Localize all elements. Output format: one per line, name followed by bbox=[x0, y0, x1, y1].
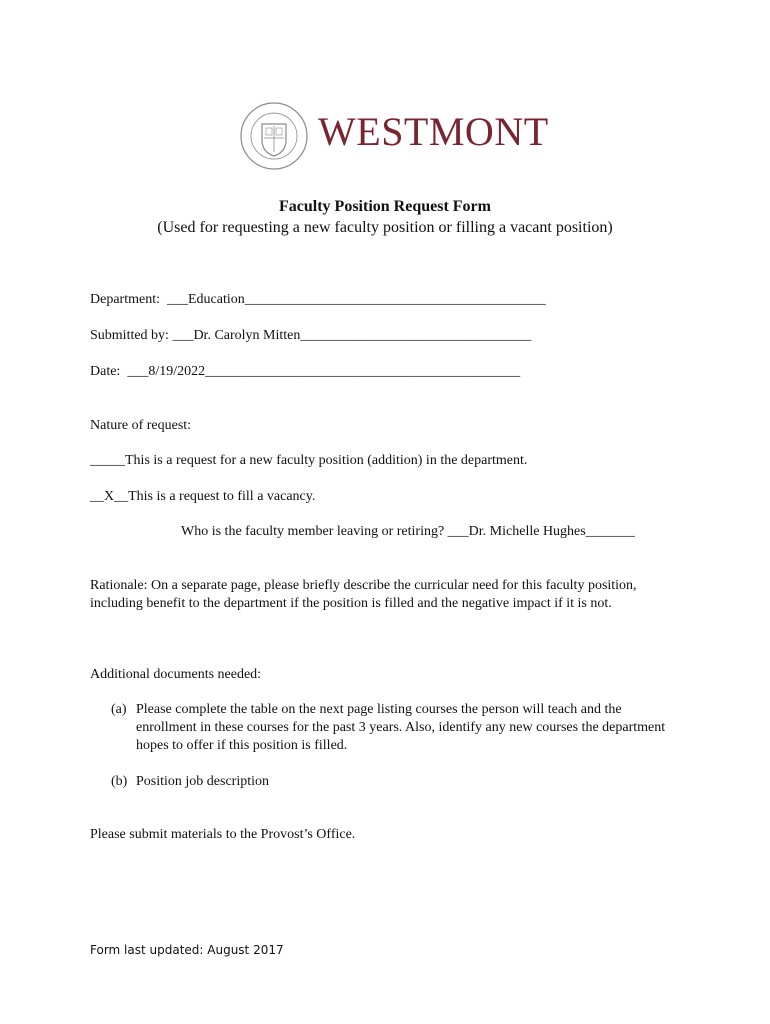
list-item-marker: (a) bbox=[111, 702, 127, 717]
additional-documents-label: Additional documents needed: bbox=[90, 667, 262, 682]
submitted-by-field[interactable]: Submitted by: ___Dr. Carolyn Mitten_________________________________ bbox=[90, 328, 532, 343]
faculty-leaving-field[interactable]: Who is the faculty member leaving or retiring? ___Dr. Michelle Hughes_______ bbox=[181, 524, 635, 539]
form-title: Faculty Position Request Form bbox=[279, 198, 491, 215]
nature-of-request-label: Nature of request: bbox=[90, 418, 192, 433]
college-wordmark: WESTMONT bbox=[318, 109, 549, 154]
college-seal-icon bbox=[238, 100, 310, 172]
westmont-logo bbox=[238, 100, 549, 172]
submit-note: Please submit materials to the Provost’s Office. bbox=[90, 827, 356, 842]
option-fill-vacancy[interactable]: __X__This is a request to fill a vacancy. bbox=[90, 489, 316, 504]
list-item-marker: (b) bbox=[111, 774, 128, 789]
form-subtitle: (Used for requesting a new faculty position or filling a vacant position) bbox=[157, 219, 613, 236]
rationale-text: Rationale: On a separate page, please briefly describe the curricular need for this faculty position, including benefit to the department if the position is filled and the negative impact if it is not. bbox=[90, 578, 637, 611]
footer-note: Form last updated: August 2017 bbox=[90, 943, 284, 957]
date-field[interactable]: Date: ___8/19/2022_____________________________________________ bbox=[90, 364, 521, 379]
list-item-text: Position job description bbox=[136, 774, 269, 789]
option-new-position[interactable]: _____This is a request for a new faculty position (addition) in the department. bbox=[90, 453, 528, 468]
list-item-text: Please complete the table on the next page listing courses the person will teach and the enrollment in these courses for the past 3 years. Also, identify any new courses the department hopes to offer if this position is filled. bbox=[136, 702, 666, 753]
department-field[interactable]: Department: ___Education___________________________________________ bbox=[90, 292, 546, 307]
